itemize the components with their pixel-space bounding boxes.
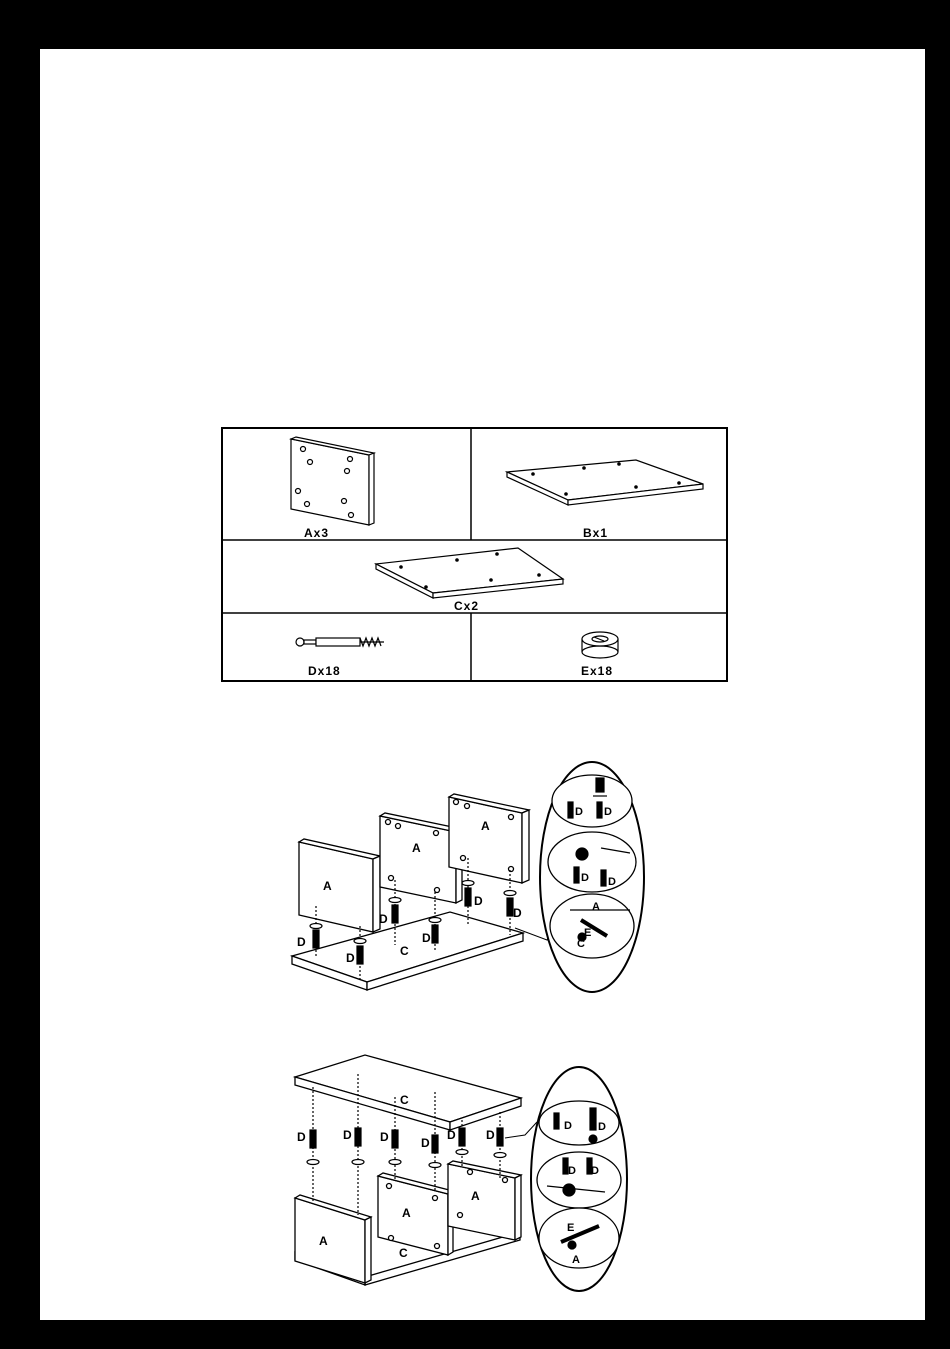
part-c-label: Cx2 [454,599,480,613]
step2-detail-label-d-1: D [564,1120,572,1132]
step1-detail-label-a: A [592,901,600,913]
step2-detail-callout [531,1067,627,1291]
step1-detail-label-d-3: D [581,872,589,884]
part-a-label: Ax3 [304,526,330,540]
step2-label-a-left: A [319,1234,328,1248]
step2-panel-middle [378,1173,453,1255]
step2-panel-right [448,1161,521,1240]
step2-label-c-top: C [400,1093,409,1107]
step1-label-d-2: D [346,951,355,965]
step2-label-c-bottom: C [399,1246,408,1260]
step1-detail-label-d-1: D [575,806,583,818]
step2-detail-label-d-2: D [598,1121,606,1133]
step2-detail-label-a: A [572,1254,580,1266]
step1-detail-label-d-4: D [608,876,616,888]
part-b-label: Bx1 [583,526,609,540]
step2-detail-label-e: E [567,1222,575,1234]
part-d-label: Dx18 [308,664,341,678]
step1-detail-label-e: E [584,927,592,939]
step1-label-d-3: D [379,912,388,926]
parts-list-table [221,427,728,682]
step2-detail-label-d-3: D [568,1165,576,1177]
step2-detail-label-d-4: D [591,1165,599,1177]
part-e-label: Ex18 [581,664,614,678]
step2-label-d-6: D [486,1128,495,1142]
assembly-step-1-diagram [285,760,655,1000]
step1-label-a-right: A [481,819,490,833]
step2-label-a-right: A [471,1189,480,1203]
step1-label-d-5: D [474,894,483,908]
step1-label-d-4: D [422,931,431,945]
step2-label-a-middle: A [402,1206,411,1220]
step2-label-d-2: D [343,1128,352,1142]
step2-panel-left [295,1195,371,1283]
step2-label-d-5: D [447,1128,456,1142]
assembly-step-2-diagram [285,1050,635,1295]
step1-label-c: C [400,944,409,958]
step1-panel-right [449,794,529,883]
step2-label-d-4: D [421,1136,430,1150]
step1-label-d-1: D [297,935,306,949]
part-a-panel-drawing [291,437,374,525]
step1-label-a-left: A [323,879,332,893]
step1-detail-label-d-2: D [604,806,612,818]
step1-label-d-6: D [513,906,522,920]
step1-panel-left [299,839,380,932]
step1-label-a-middle: A [412,841,421,855]
step1-detail-label-c: C [577,938,585,950]
step2-label-d-1: D [297,1130,306,1144]
step1-detail-callout [540,762,644,992]
step2-label-d-3: D [380,1130,389,1144]
